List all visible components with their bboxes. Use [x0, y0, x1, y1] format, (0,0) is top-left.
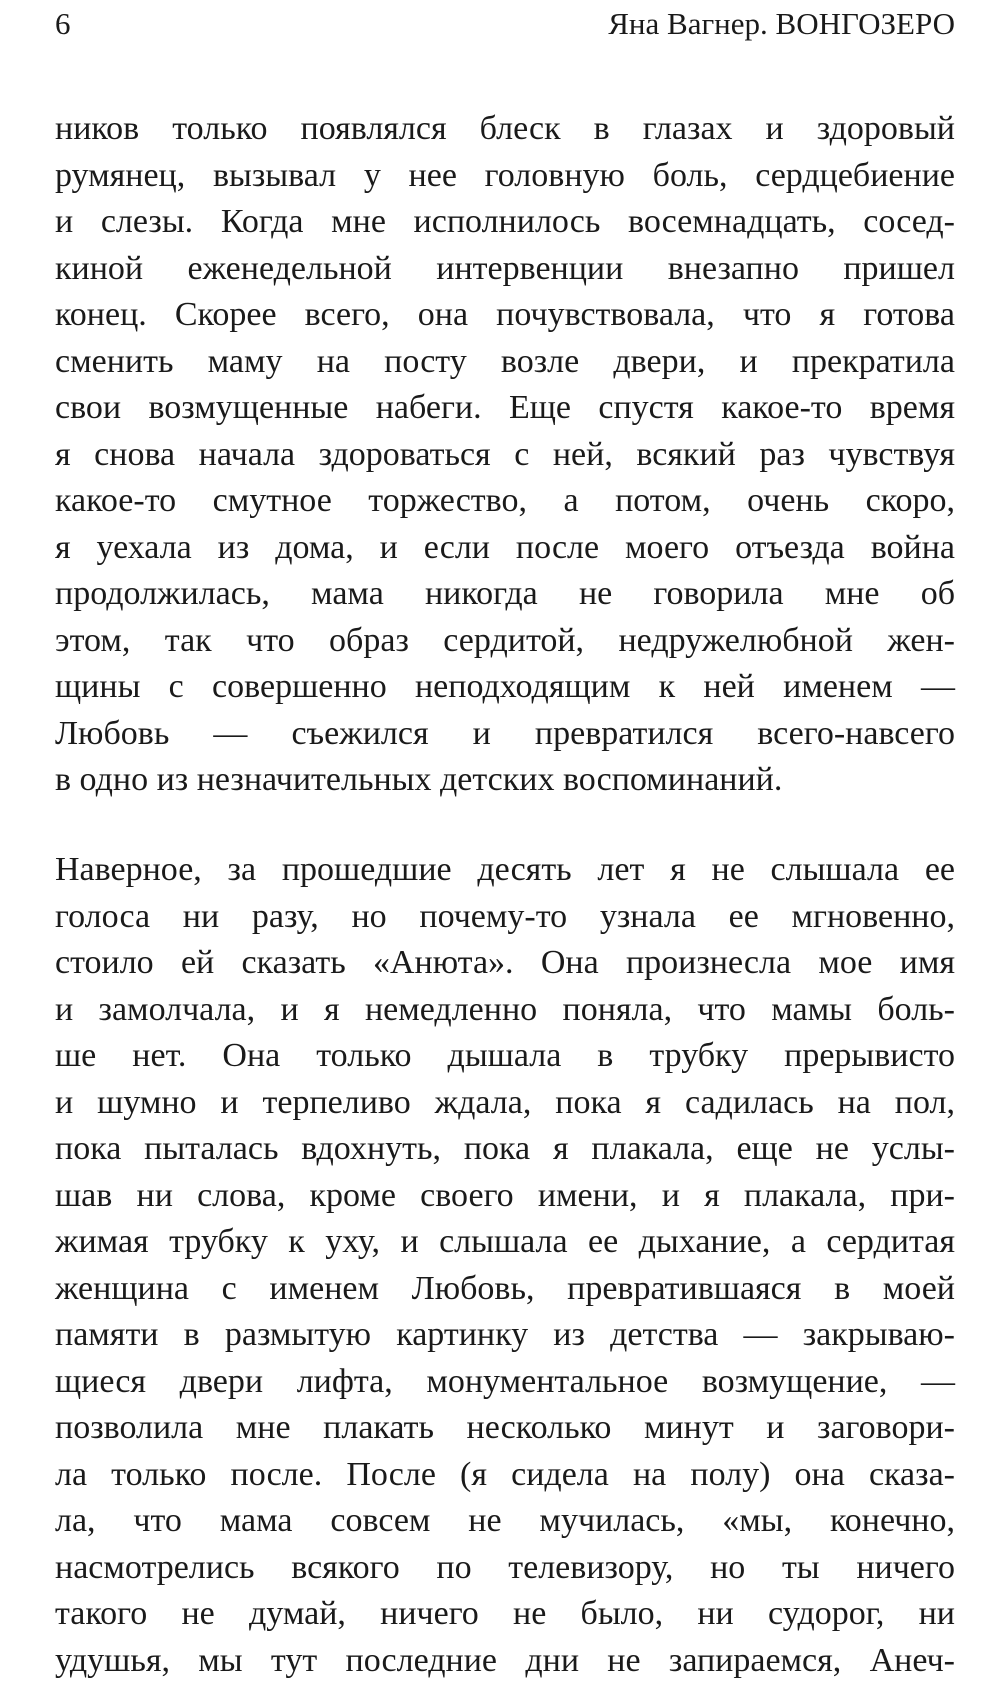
text-line: удушья, мы тут последние дни не запираемся, Анеч-	[55, 1641, 955, 1679]
paragraph-2	[55, 847, 955, 1684]
text-line: какое-то смутное торжество, а потом, очень скоро,	[55, 482, 955, 519]
text-line: конец. Скорее всего, она почувствовала, что я готова	[55, 296, 955, 333]
text-line: Наверное, за прошедшие десять лет я не слышала ее	[55, 851, 955, 888]
text-line: ла, что мама совсем не мучилась, «мы, конечно,	[55, 1502, 955, 1539]
page-number: 6	[55, 6, 71, 41]
text-line: голоса ни разу, но почему-то узнала ее мгновенно,	[55, 897, 955, 935]
text-line: такого не думай, ничего не было, ни судорог, ни	[55, 1595, 955, 1632]
text-line: Любовь — съежился и превратился всего-навсего	[55, 714, 955, 752]
text-line: продолжилась, мама никогда не говорила мне об	[55, 575, 955, 612]
text-line: щиеся двери лифта, монументальное возмущение, —	[55, 1362, 955, 1400]
text-line: и шумно и терпеливо ждала, пока я садилась на пол,	[55, 1083, 955, 1121]
text-line: ников только появлялся блеск в глазах и здоровый	[55, 110, 955, 147]
text-line: жимая трубку к уху, и слышала ее дыхание, а сердитая	[55, 1223, 955, 1260]
text-line: и слезы. Когда мне исполнилось восемнадцать, сосед-	[55, 203, 955, 240]
text-line: пока пыталась вдохнуть, пока я плакала, еще не услы-	[55, 1130, 955, 1167]
text-line: ла только после. После (я сидела на полу) она сказа-	[55, 1455, 955, 1493]
text-line: шав ни слова, кроме своего имени, и я плакала, при-	[55, 1176, 955, 1214]
text-line: и замолчала, и я немедленно поняла, что мамы боль-	[55, 990, 955, 1028]
text-line: сменить маму на посту возле двери, и прекратила	[55, 342, 955, 380]
text-line: щины с совершенно неподходящим к ней именем —	[55, 668, 955, 705]
text-line: киной еженедельной интервенции внезапно пришел	[55, 249, 955, 287]
text-line: памяти в размытую картинку из детства — закрываю-	[55, 1316, 955, 1353]
running-title: Яна Вагнер. ВОНГОЗЕРО	[608, 6, 955, 41]
text-line: свои возмущенные набеги. Еще спустя какое-то время	[55, 389, 955, 426]
text-line: румянец, вызывал у нее головную боль, сердцебиение	[55, 156, 955, 194]
text-line: позволила мне плакать несколько минут и заговори-	[55, 1409, 955, 1446]
text-line: в одно из незначительных детских воспоминаний.	[55, 761, 783, 798]
text-line: стоило ей сказать «Анюта». Она произнесла мое имя	[55, 944, 955, 981]
text-line: этом, так что образ сердитой, недружелюбной жен-	[55, 621, 955, 659]
text-line: насмотрелись всякого по телевизору, но ты ничего	[55, 1548, 955, 1586]
paragraph-1	[55, 106, 955, 804]
running-header	[55, 4, 955, 44]
text-line: я уехала из дома, и если после моего отъезда война	[55, 528, 955, 566]
text-line: женщина с именем Любовь, превратившаяся в моей	[55, 1269, 955, 1307]
text-line: я снова начала здороваться с ней, всякий раз чувствуя	[55, 435, 955, 473]
text-line: ше нет. Она только дышала в трубку прерывисто	[55, 1037, 955, 1074]
